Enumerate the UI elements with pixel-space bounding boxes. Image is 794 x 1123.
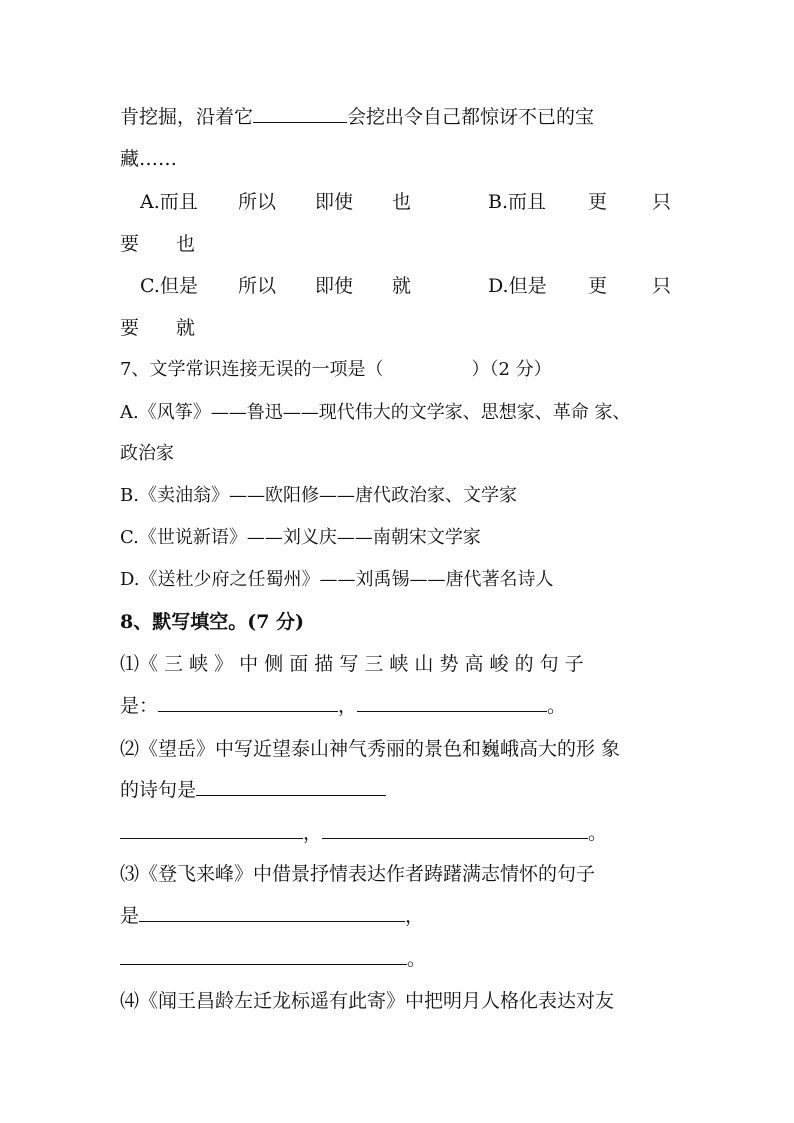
q8-part4-prompt: ⑷《闻王昌龄左迁龙标遥有此寄》中把明月人格化表达对友 [120, 990, 615, 1012]
q8-part1-answer-line [120, 693, 566, 719]
q8-part1-blank-2[interactable] [357, 693, 547, 712]
q6-option-c-word1: C.但是 [140, 275, 198, 297]
q6-option-d-word4: 要 [120, 317, 140, 339]
q6-option-b-word1: B.而且 [488, 191, 547, 213]
q8-part3-blank-1[interactable] [139, 903, 405, 922]
q6-option-c-word3: 即使 [315, 275, 354, 297]
q6-option-b-word2: 更 [588, 191, 608, 213]
q8-part3-comma: ， [405, 905, 425, 927]
q8-part2-blank-1[interactable] [196, 777, 386, 796]
q6-option-a-word2: 所以 [238, 191, 277, 213]
q8-part1-prefix: 是： [120, 695, 159, 717]
q6-option-c-word2: 所以 [238, 275, 277, 297]
q8-part2-answer-line-2 [120, 820, 607, 846]
q7-option-b[interactable]: B.《卖油翁》——欧阳修——唐代政治家、文学家 [120, 485, 517, 506]
q7-score: ）（2 分） [471, 359, 552, 380]
q6-text-part2: 会挖出令自己都惊讶不已的宝 [347, 106, 595, 128]
q6-option-a-word1: A.而且 [140, 191, 198, 213]
q6-line-1 [120, 104, 594, 130]
q7-stem [120, 357, 552, 383]
q7-option-a[interactable]: A.《风筝》——鲁迅——现代伟大的文学家、思想家、革命 家、 [120, 402, 631, 423]
q6-option-a[interactable] [140, 189, 411, 215]
q7-option-c[interactable]: C.《世说新语》——刘义庆——南朝宋文学家 [120, 527, 481, 548]
q8-title: 8、默写填空。(7 分) [120, 611, 305, 633]
q8-part3-answer-line-2 [120, 946, 426, 972]
q8-part1-blank-1[interactable] [158, 693, 338, 712]
q8-part2-blank-3[interactable] [322, 820, 588, 839]
q8-part1-period: 。 [547, 695, 567, 717]
q6-option-b-word4: 要 [120, 233, 140, 255]
q8-part3-blank-2[interactable] [120, 946, 407, 965]
q6-option-d-word3: 只 [652, 275, 672, 297]
q8-part1-prompt: ⑴《 三 峡 》 中 侧 面 描 写 三 峡 山 势 高 峻 的 句 子 [120, 653, 584, 675]
q6-line-2: 藏…… [120, 148, 178, 170]
q6-option-d-word2: 更 [588, 275, 608, 297]
q7-option-d[interactable]: D.《送杜少府之任蜀州》——刘禹锡——唐代著名诗人 [120, 569, 554, 590]
q6-blank[interactable] [253, 104, 347, 123]
q7-stem-text: 7、文学常识连接无误的一项是（ [120, 359, 384, 380]
q8-part1-comma: ， [338, 695, 358, 717]
q6-option-a-word4: 也 [392, 191, 412, 213]
q8-part2-comma: ， [303, 822, 323, 844]
q8-part2-prompt: ⑵《望岳》中写近望泰山神气秀丽的景色和巍峨高大的形 象 [120, 738, 621, 760]
q6-option-c-word4: 就 [392, 275, 412, 297]
q8-part3-period: 。 [407, 948, 427, 970]
q6-option-c[interactable] [140, 273, 411, 299]
q6-option-d-word1: D.但是 [488, 275, 547, 297]
q6-option-b-word3: 只 [652, 191, 672, 213]
q6-option-b-continued [120, 231, 195, 257]
q6-option-b-word5: 也 [176, 233, 196, 255]
q8-part2-answer-line-1 [120, 777, 386, 803]
q6-option-b[interactable] [488, 189, 671, 215]
q8-part3-prompt: ⑶《登飞来峰》中借景抒情表达作者踌躇满志情怀的句子 [120, 863, 596, 885]
q6-option-d-continued [120, 315, 195, 341]
q7-option-a-continued: 政治家 [120, 443, 174, 464]
q8-part2-prefix: 的诗句是 [120, 779, 197, 801]
q8-part3-answer-line-1 [120, 903, 424, 929]
q6-text-part1: 肯挖掘，沿着它 [120, 106, 254, 128]
q6-option-a-word3: 即使 [315, 191, 354, 213]
q8-part2-period: 。 [588, 822, 608, 844]
q8-part3-prefix: 是 [120, 905, 140, 927]
q6-option-d-word5: 就 [176, 317, 196, 339]
q6-option-d[interactable] [488, 273, 671, 299]
q8-part2-blank-2[interactable] [120, 820, 303, 839]
